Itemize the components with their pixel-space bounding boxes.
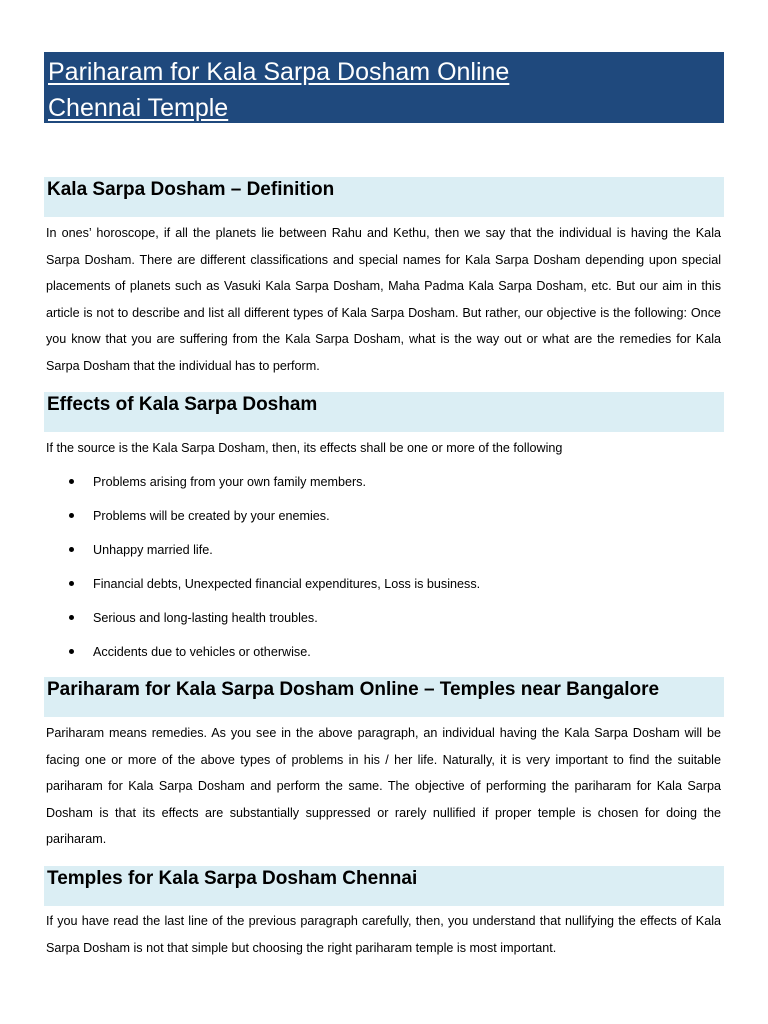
bullet-icon bbox=[69, 547, 74, 552]
paragraph-pariharam: Pariharam means remedies. As you see in the above paragraph, an individual having the Kala Sarpa Dosham will be facing one or more of the above types of problems in his / her life. Naturally, it is very important to find the suitable pariharam for Kala Sarpa Dosham and perform the same. The objective of performing the pariharam for Kala Sarpa Dosham is that its effects are substantially suppressed or rarely nullified if proper temple is chosen for doing the pariharam. bbox=[46, 726, 721, 847]
bullet-icon bbox=[69, 581, 74, 586]
paragraph-temples: If you have read the last line of the previous paragraph carefully, then, you understand that nullifying the effects of Kala Sarpa Dosham is not that simple but choosing the right pariharam temple is most important. bbox=[46, 914, 721, 955]
list-item: Financial debts, Unexpected financial expenditures, Loss is business. bbox=[46, 571, 721, 605]
list-item: Serious and long-lasting health troubles. bbox=[46, 605, 721, 639]
heading-definition: Kala Sarpa Dosham – Definition bbox=[44, 177, 724, 217]
list-item: Accidents due to vehicles or otherwise. bbox=[46, 639, 721, 673]
title-line-1: Pariharam for Kala Sarpa Dosham Online bbox=[48, 58, 510, 86]
effects-list bbox=[46, 469, 721, 673]
bullet-icon bbox=[69, 479, 74, 484]
list-item: Problems will be created by your enemies. bbox=[46, 503, 721, 537]
title-line-2: Chennai Temple bbox=[48, 94, 229, 122]
heading-temples: Temples for Kala Sarpa Dosham Chennai bbox=[44, 866, 724, 906]
list-item: Unhappy married life. bbox=[46, 537, 721, 571]
bullet-icon bbox=[69, 513, 74, 518]
paragraph-definition: In ones’ horoscope, if all the planets lie between Rahu and Kethu, then we say that the individual is having the Kala Sarpa Dosham. There are different classifications and special names for Kala Sarpa Dosham depending upon special placements of planets such as Vasuki Kala Sarpa Dosham, Maha Padma Kala Sarpa Dosham, etc. But our aim in this article is not to describe and list all different types of Kala Sarpa Dosham. But rather, our objective is the following: Once you know that you are suffering from the Kala Sarpa Dosham, what is the way out or what are the remedies for Kala Sarpa Dosham that the individual has to perform. bbox=[46, 226, 721, 373]
title-banner bbox=[44, 52, 724, 123]
bullet-icon bbox=[69, 615, 74, 620]
bullet-icon bbox=[69, 649, 74, 654]
heading-pariharam: Pariharam for Kala Sarpa Dosham Online – Temples near Bangalore bbox=[44, 677, 724, 717]
heading-effects: Effects of Kala Sarpa Dosham bbox=[44, 392, 724, 432]
list-item: Problems arising from your own family members. bbox=[46, 469, 721, 503]
title-link[interactable] bbox=[48, 54, 588, 126]
paragraph-effects-intro: If the source is the Kala Sarpa Dosham, then, its effects shall be one or more of the following bbox=[46, 441, 563, 455]
